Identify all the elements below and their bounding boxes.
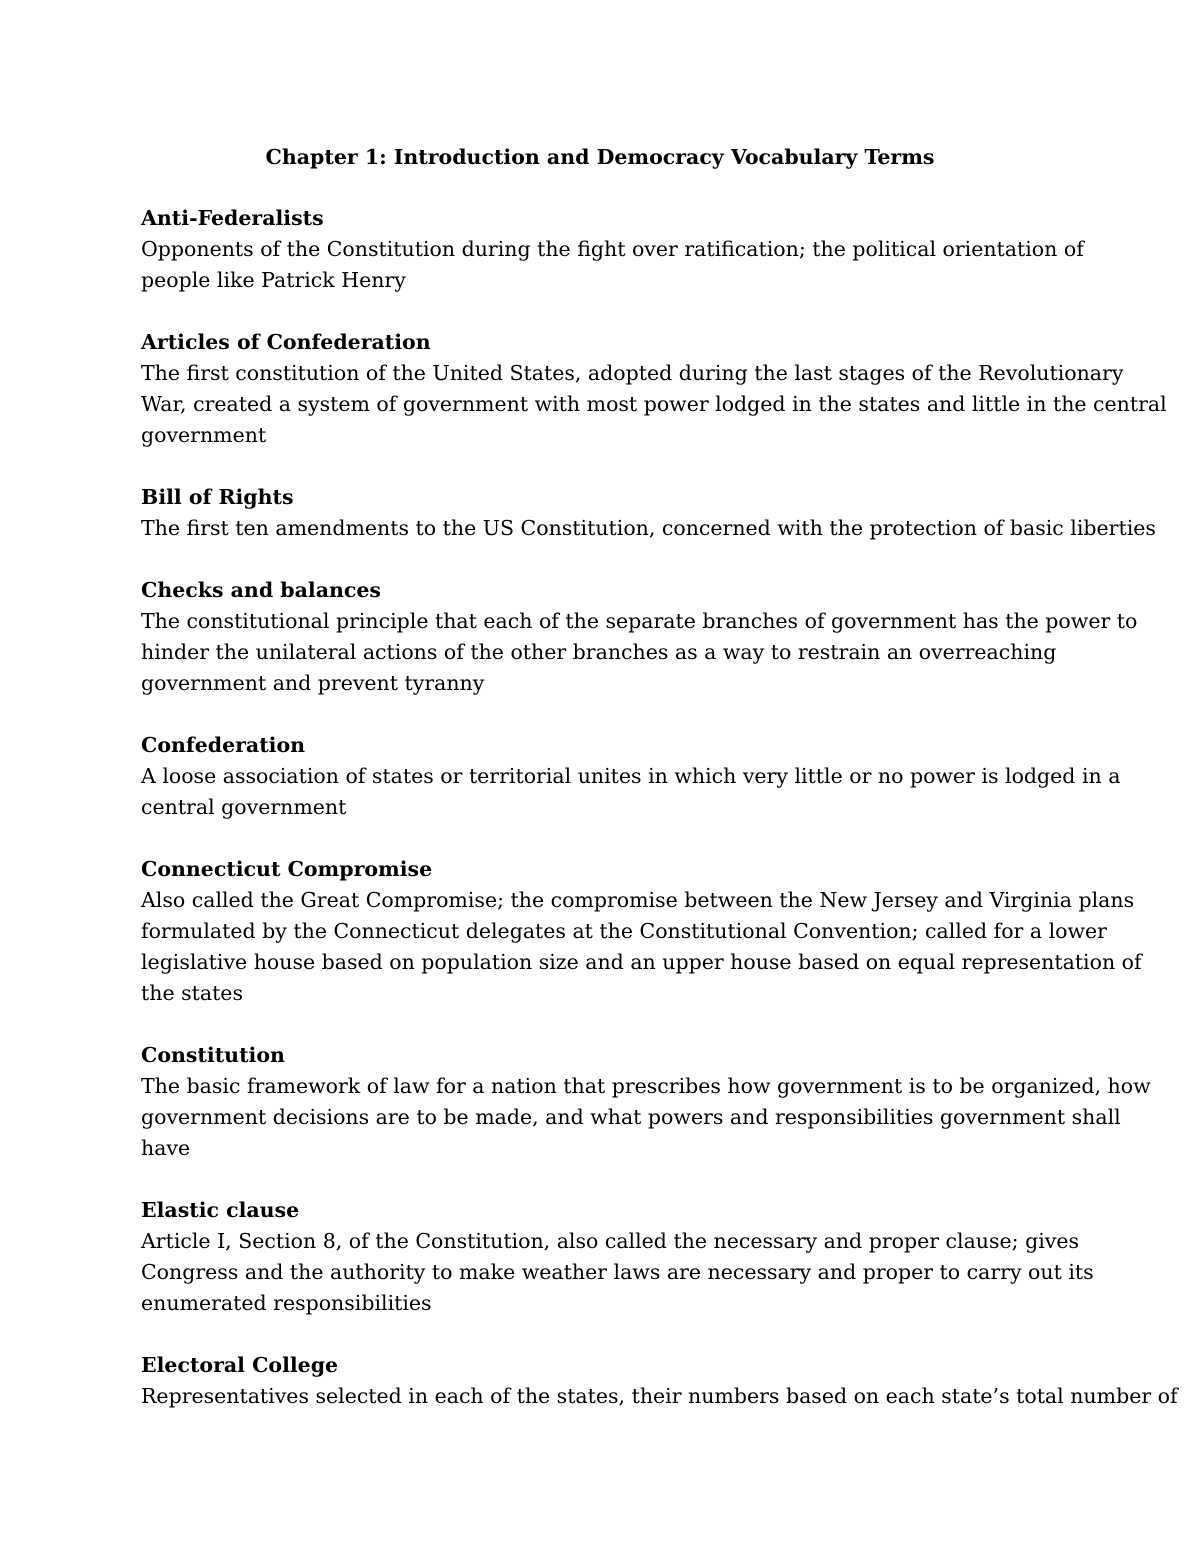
vocabulary-term: Anti-Federalists — [141, 206, 324, 230]
vocabulary-entry — [141, 482, 1156, 544]
vocabulary-term: Elastic clause — [141, 1198, 300, 1222]
vocabulary-entry — [141, 854, 1142, 1009]
definition-line: government and prevent tyranny — [141, 671, 485, 695]
definition-line: The basic framework of law for a nation that prescribes how government is to be organized, how — [141, 1074, 1151, 1098]
vocabulary-term: Electoral College — [141, 1353, 339, 1377]
definition-line: people like Patrick Henry — [141, 268, 406, 292]
vocabulary-definition — [141, 606, 1138, 699]
definition-line: the states — [141, 981, 243, 1005]
vocabulary-term: Articles of Confederation — [141, 330, 431, 354]
vocabulary-term: Constitution — [141, 1043, 285, 1067]
vocabulary-definition — [141, 358, 1167, 451]
vocabulary-entry — [141, 1040, 1151, 1164]
vocabulary-entry — [141, 1195, 1094, 1319]
vocabulary-entry — [141, 730, 1121, 823]
definition-line: central government — [141, 795, 347, 819]
definition-line: The constitutional principle that each of the separate branches of government has the power to — [141, 609, 1138, 633]
definition-line: Also called the Great Compromise; the compromise between the New Jersey and Virginia plans — [141, 888, 1135, 912]
definition-line: The first ten amendments to the US Constitution, concerned with the protection of basic liberties — [141, 516, 1156, 540]
vocabulary-definition — [141, 1226, 1094, 1319]
vocabulary-entry — [141, 1350, 1178, 1412]
definition-line: Congress and the authority to make weather laws are necessary and proper to carry out its — [141, 1260, 1094, 1284]
definition-line: Opponents of the Constitution during the fight over ratification; the political orientation of — [141, 237, 1084, 261]
document-title: Chapter 1: Introduction and Democracy Vocabulary Terms — [265, 145, 935, 169]
vocabulary-definition — [141, 885, 1142, 1009]
vocabulary-definition — [141, 761, 1121, 823]
vocabulary-entry — [141, 203, 1084, 296]
definition-line: government decisions are to be made, and what powers and responsibilities government shall — [141, 1105, 1121, 1129]
definition-line: hinder the unilateral actions of the other branches as a way to restrain an overreaching — [141, 640, 1057, 664]
vocabulary-definition — [141, 513, 1156, 544]
vocabulary-definition — [141, 234, 1084, 296]
definition-line: government — [141, 423, 267, 447]
definition-line: A loose association of states or territorial unites in which very little or no power is lodged in a — [141, 764, 1121, 788]
definition-line: formulated by the Connecticut delegates at the Constitutional Convention; called for a lower — [141, 919, 1107, 943]
vocabulary-term: Connecticut Compromise — [141, 857, 433, 881]
definition-line: legislative house based on population size and an upper house based on equal representation of — [141, 950, 1142, 974]
vocabulary-definition — [141, 1071, 1151, 1164]
definition-line: Article I, Section 8, of the Constitution, also called the necessary and proper clause; gives — [141, 1229, 1079, 1253]
definition-line: The first constitution of the United States, adopted during the last stages of the Revolutionary — [141, 361, 1124, 385]
vocabulary-list — [141, 203, 1178, 1443]
vocabulary-entry — [141, 575, 1138, 699]
definition-line: have — [141, 1136, 191, 1160]
vocabulary-definition — [141, 1381, 1178, 1412]
definition-line: Representatives selected in each of the states, their numbers based on each state’s total number of — [141, 1384, 1178, 1408]
definition-line: enumerated responsibilities — [141, 1291, 432, 1315]
vocabulary-term: Confederation — [141, 733, 306, 757]
vocabulary-term: Checks and balances — [141, 578, 381, 602]
definition-line: War, created a system of government with most power lodged in the states and little in the central — [141, 392, 1167, 416]
vocabulary-term: Bill of Rights — [141, 485, 294, 509]
vocabulary-entry — [141, 327, 1167, 451]
